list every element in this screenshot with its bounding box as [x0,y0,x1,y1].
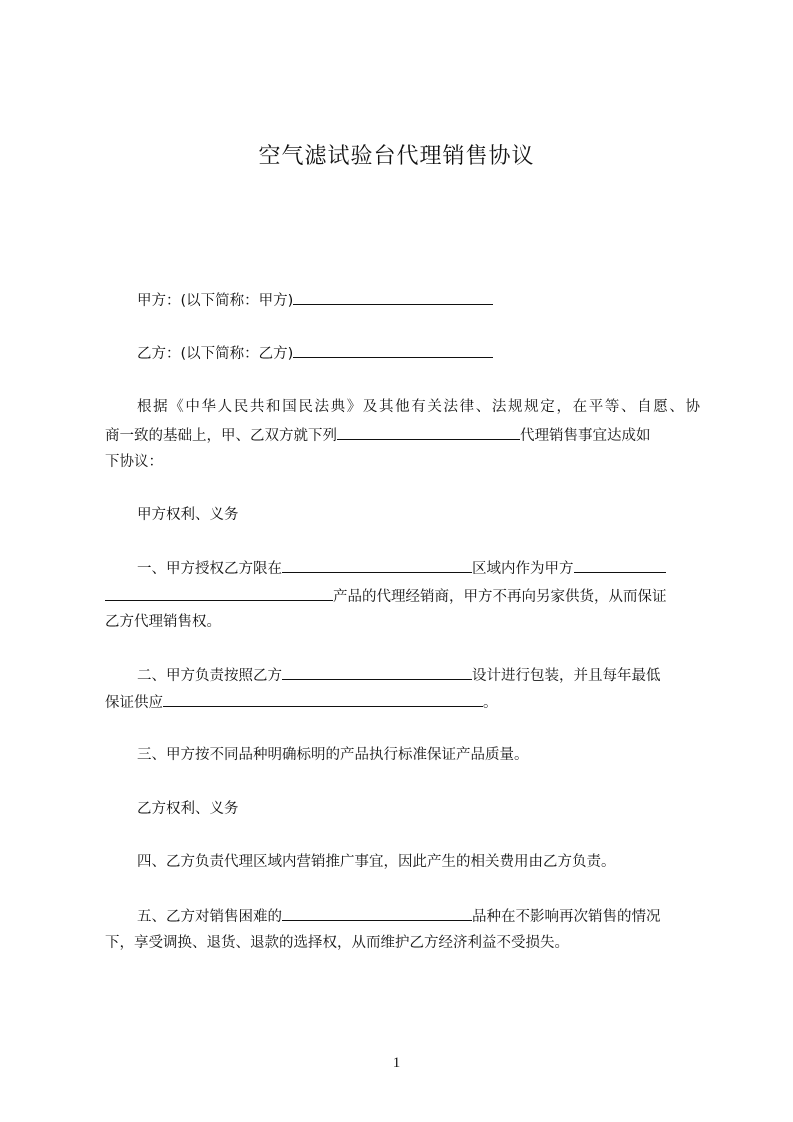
variety-blank [282,906,472,921]
clause-2-line-2: 保证供应 。 [105,692,498,713]
party-b-label: 乙方：(以下简称：乙方) [137,346,294,362]
product-blank [337,425,520,440]
design-blank [282,665,472,680]
clause-5-line-1: 五、乙方对销售困难的 品种在不影响再次销售的情况 [137,906,661,927]
section-heading-party-b: 乙方权利、义务 [137,801,239,817]
party-b-line [137,343,493,364]
party-a-label: 甲方：(以下简称：甲方) [137,293,294,309]
preamble-line-1: 根据《中华人民共和国民法典》及其他有关法律、法规规定，在平等、自愿、协 [137,399,700,415]
clause-2-line-1: 二、甲方负责按照乙方 设计进行包装，并且每年最低 [137,665,661,686]
party-a-blank [293,290,493,305]
agent-blank-1 [574,558,666,573]
region-blank [282,558,472,573]
clause-5-line-2: 下，享受调换、退货、退款的选择权，从而维护乙方经济利益不受损失。 [105,935,569,951]
clause-4-line-1: 四、乙方负责代理区域内营销推广事宜，因此产生的相关费用由乙方负责。 [137,854,616,870]
section-heading-party-a: 甲方权利、义务 [137,507,239,523]
agent-blank-2 [105,586,333,601]
party-a-line [137,290,493,311]
clause-1-line-2: 产品的代理经销商，甲方不再向另家供货，从而保证 [105,586,667,607]
party-b-blank [293,343,493,358]
page-number: 1 [392,1055,401,1071]
clause-3-line-1: 三、甲方按不同品种明确标明的产品执行标准保证产品质量。 [137,747,529,763]
supply-blank [163,692,483,707]
preamble-line-3: 下协议： [105,454,163,470]
clause-1-line-1: 一、甲方授权乙方限在 区域内作为甲方 [137,558,666,579]
clause-1-line-3: 乙方代理销售权。 [105,614,221,630]
preamble-line-2: 商一致的基础上，甲、乙双方就下列 代理销售事宜达成如 [105,425,700,446]
page-title: 空气滤试验台代理销售协议 [258,144,535,169]
